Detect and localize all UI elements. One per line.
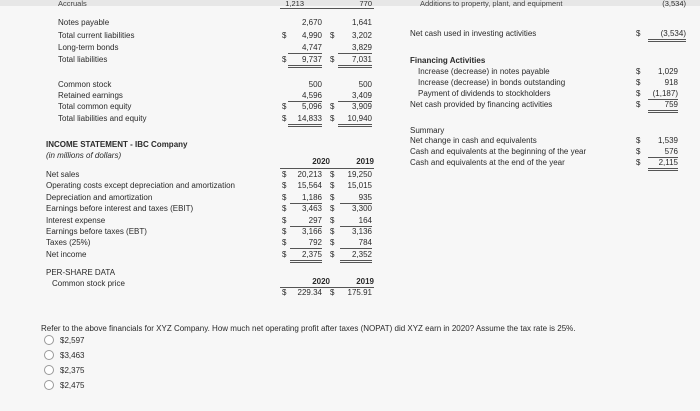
summary-row-label: Cash and equivalents at the end of the year	[410, 158, 565, 167]
answer-option[interactable]	[44, 365, 84, 375]
income-row-value-2019: 2,352	[340, 250, 372, 263]
equity-row-value-2019: 500	[358, 80, 372, 89]
income-row-label: Interest expense	[46, 215, 106, 225]
financing-row-dollar: $	[636, 67, 641, 76]
income-row-dollar-2019: $	[330, 192, 335, 202]
income-row-value-2019: 784	[340, 238, 372, 249]
income-row-label: Net income	[46, 249, 87, 259]
income-row-label: Operating costs except depreciation and amortization	[46, 181, 235, 191]
income-row-dollar-2019: $	[330, 227, 335, 236]
per-share-value-2020: 229.34	[297, 288, 322, 297]
col-header-2019: 2019	[356, 157, 374, 166]
income-row-value-2020: 2,375	[290, 250, 322, 263]
divider	[280, 168, 374, 169]
answer-option-label: $2,375	[60, 365, 85, 375]
income-statement-subtitle: (in millions of dollars)	[46, 151, 122, 160]
income-row-value-2020: 15,564	[297, 181, 322, 191]
equity-row-value-2020: 14,833	[288, 114, 322, 127]
equity-row-value-2020: 4,596	[288, 91, 322, 102]
financing-row-dollar: $	[636, 100, 641, 109]
income-row-dollar-2020: $	[282, 215, 287, 225]
financing-row-dollar: $	[636, 78, 641, 87]
financing-row-value: 759	[648, 100, 678, 113]
col-header-2020: 2020	[312, 157, 330, 166]
per-share-label: Common stock price	[52, 279, 125, 288]
equity-row-value-2019: 3,909	[351, 102, 372, 111]
income-row-dollar-2020: $	[282, 181, 287, 191]
radio-button[interactable]	[44, 365, 54, 375]
income-row-dollar-2020: $	[282, 238, 287, 248]
financing-row-label: Net cash provided by financing activities	[410, 100, 553, 109]
investing-dollar: $	[636, 29, 641, 38]
income-row-label: Depreciation and amortization	[46, 192, 153, 202]
income-row-dollar-2020: $	[282, 170, 287, 179]
bs-row-label: Total liabilities	[58, 55, 108, 64]
income-row-value-2020: 3,463	[301, 204, 322, 214]
income-row-value-2020: 1,186	[290, 193, 322, 204]
clipped-cash-value: (3,534)	[662, 0, 686, 8]
income-row-dollar-2020: $	[282, 227, 287, 236]
income-row-label: Earnings before interest and taxes (EBIT)	[46, 204, 194, 214]
summary-row-dollar: $	[636, 158, 641, 167]
income-row-value-2020: 297	[290, 216, 322, 227]
per-share-dollar-2020: $	[282, 288, 287, 297]
bs-row-value-2020: 4,990	[301, 31, 322, 40]
income-row-value-2019: 935	[340, 193, 372, 204]
income-row-label: Taxes (25%)	[46, 238, 91, 248]
equity-row-dollar-2020: $	[282, 114, 287, 123]
per-share-col-2019: 2019	[356, 277, 374, 286]
bs-row-value-2019: 3,202	[351, 31, 372, 40]
question-text: Refer to the above financials for XYZ Company. How much net operating profit after taxes (NOPAT) did XYZ earn in 2020? Assume the tax rate is 25%.	[41, 324, 576, 333]
income-statement-title: INCOME STATEMENT - IBC Company	[46, 140, 188, 149]
summary-row-label: Cash and equivalents at the beginning of the year	[410, 147, 587, 156]
bs-row-value-2019: 3,829	[338, 43, 372, 54]
summary-row-value: 2,115	[648, 158, 678, 171]
investing-value: (3,534)	[648, 29, 686, 42]
clipped-row-2020: 1,213	[285, 0, 304, 8]
income-row-dollar-2019: $	[330, 170, 335, 179]
income-row-label: Earnings before taxes (EBT)	[46, 227, 147, 236]
equity-row-label: Retained earnings	[58, 91, 123, 100]
bs-row-value-2020: 4,747	[288, 43, 322, 54]
income-row-value-2019: 19,250	[347, 170, 372, 179]
equity-row-label: Total common equity	[58, 102, 132, 111]
financing-row-dollar: $	[636, 89, 641, 98]
income-row-value-2019: 15,015	[347, 181, 372, 191]
income-row-value-2020: 20,213	[297, 170, 322, 179]
income-row-dollar-2020: $	[282, 192, 287, 202]
clipped-row-2019: 770	[359, 0, 372, 8]
financing-row-value: (1,187)	[648, 89, 678, 100]
radio-button[interactable]	[44, 350, 54, 360]
bs-row-label: Long-term bonds	[58, 43, 119, 52]
income-row-dollar-2019: $	[330, 181, 335, 191]
income-row-dollar-2020: $	[282, 249, 287, 259]
summary-row-label: Net change in cash and equivalents	[410, 136, 537, 145]
equity-row-label: Total liabilities and equity	[58, 114, 147, 123]
equity-row-value-2019: 10,940	[338, 114, 372, 127]
summary-row-dollar: $	[636, 147, 641, 156]
financing-row-value: 918	[664, 78, 678, 87]
income-row-value-2020: 3,166	[301, 227, 322, 236]
answer-option[interactable]	[44, 335, 84, 345]
answer-option-label: $3,463	[60, 350, 85, 360]
financing-row-label: Increase (decrease) in bonds outstanding	[418, 78, 566, 87]
income-row-label: Net sales	[46, 170, 80, 179]
summary-title: Summary	[410, 126, 445, 135]
summary-row-value: 1,539	[657, 136, 678, 145]
equity-row-dollar-2020: $	[282, 102, 287, 111]
bs-row-label: Notes payable	[58, 18, 110, 27]
bs-row-value-2019: 1,641	[351, 18, 372, 27]
financing-row-value: 1,029	[657, 67, 678, 76]
income-row-value-2020: 792	[290, 238, 322, 249]
bs-row-dollar-2019: $	[330, 55, 335, 64]
equity-row-value-2020: 5,096	[301, 102, 322, 111]
financing-title: Financing Activities	[410, 56, 486, 65]
per-share-dollar-2019: $	[330, 288, 335, 297]
income-row-value-2019: 3,300	[351, 204, 372, 214]
equity-row-dollar-2019: $	[330, 102, 335, 111]
radio-button[interactable]	[44, 380, 54, 390]
summary-row-value: 576	[648, 147, 678, 158]
answer-option[interactable]	[44, 350, 84, 360]
investing-label: Net cash used in investing activities	[410, 29, 537, 38]
income-row-dollar-2019: $	[330, 215, 335, 225]
income-row-dollar-2020: $	[282, 204, 287, 214]
income-row-dollar-2019: $	[330, 238, 335, 248]
per-share-title: PER-SHARE DATA	[46, 268, 116, 277]
financing-row-label: Increase (decrease) in notes payable	[418, 67, 550, 76]
equity-row-label: Common stock	[58, 80, 112, 89]
income-row-dollar-2019: $	[330, 204, 335, 214]
answer-option-label: $2,597	[60, 335, 85, 345]
financing-row-label: Payment of dividends to stockholders	[418, 89, 551, 98]
bs-row-dollar-2020: $	[282, 31, 287, 40]
bs-row-dollar-2019: $	[330, 31, 335, 40]
equity-row-value-2019: 3,409	[338, 91, 372, 102]
clipped-cash-label: Additions to property, plant, and equipment	[420, 0, 563, 8]
summary-row-dollar: $	[636, 136, 641, 145]
income-row-value-2019: 164	[340, 216, 372, 227]
per-share-value-2019: 175.91	[347, 288, 372, 297]
divider	[280, 8, 374, 9]
bs-row-dollar-2020: $	[282, 55, 287, 64]
radio-button[interactable]	[44, 335, 54, 345]
per-share-col-2020: 2020	[312, 277, 330, 286]
answer-option[interactable]	[44, 380, 84, 390]
income-row-value-2019: 3,136	[351, 227, 372, 236]
answer-option-label: $2,475	[60, 380, 85, 390]
bs-row-label: Total current liabilities	[58, 31, 135, 40]
clipped-row-label: Accruals	[58, 0, 87, 8]
bs-row-value-2019: 7,031	[338, 55, 372, 68]
equity-row-dollar-2019: $	[330, 114, 335, 123]
income-row-dollar-2019: $	[330, 249, 335, 259]
bs-row-value-2020: 2,670	[301, 18, 322, 27]
equity-row-value-2020: 500	[308, 80, 322, 89]
bs-row-value-2020: 9,737	[288, 55, 322, 68]
